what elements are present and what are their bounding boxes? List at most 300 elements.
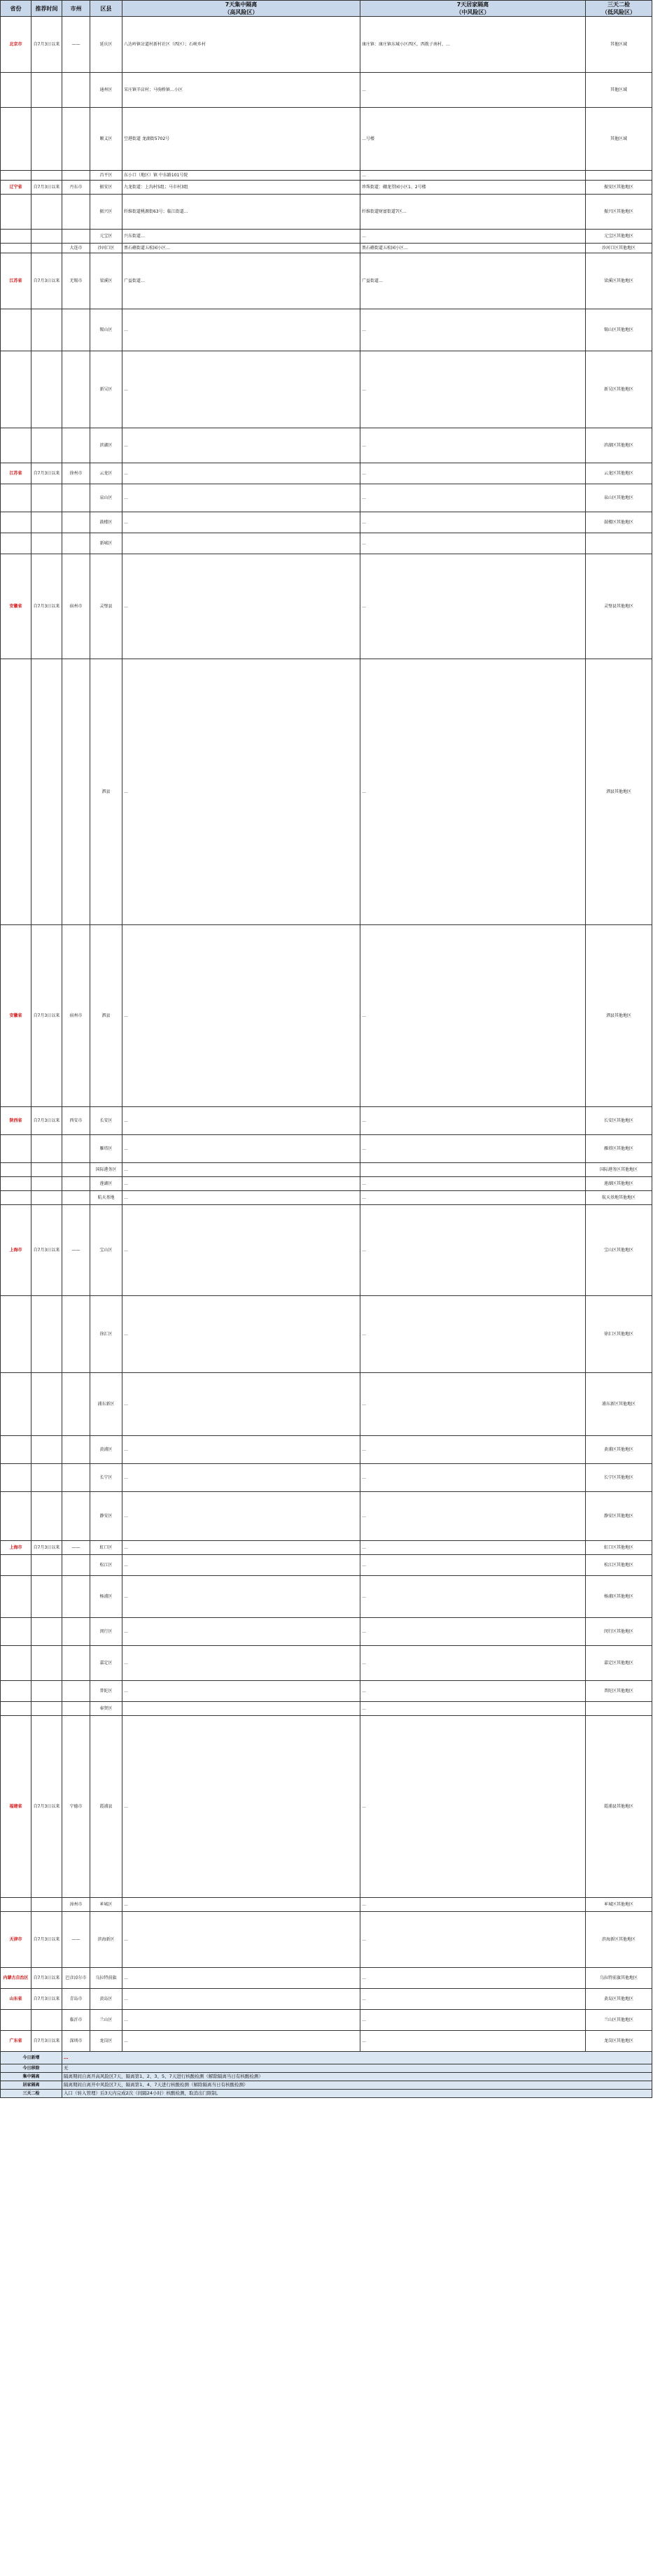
- city-cell: [62, 1177, 90, 1191]
- home-list-cell: …: [360, 533, 586, 554]
- district-cell: 雁塔区: [90, 1135, 122, 1163]
- footer-home-text: 隔离期间自离开中风险区7天，隔离第1、4、7天进行核酸检测（解除隔离当日有核酸检测）: [62, 2081, 652, 2090]
- header-three-days-title: 三天二检: [608, 1, 630, 8]
- table-row: [1, 1702, 652, 1716]
- city-cell: [62, 1191, 90, 1205]
- district-cell: 宝山区: [90, 1205, 122, 1296]
- district-cell: 云龙区: [90, 463, 122, 484]
- centralized-list-cell: …: [122, 1898, 360, 1912]
- province-cell: 广东省: [1, 2031, 31, 2052]
- district-cell: 兰山区: [90, 2010, 122, 2031]
- province-cell: 江苏省: [1, 253, 31, 309]
- low-risk-cell: 嘉定区其他地区: [586, 1646, 652, 1681]
- centralized-list-cell: …: [122, 1296, 360, 1373]
- city-cell: [62, 1135, 90, 1163]
- low-risk-cell: 黄岛区其他地区: [586, 1989, 652, 2010]
- centralized-list-cell: 黑石礁街道五松园小区…: [122, 244, 360, 253]
- home-list-cell: …: [360, 230, 586, 244]
- table-row: [1, 1618, 652, 1646]
- centralized-list-cell: …: [122, 1541, 360, 1555]
- centralized-list-cell: 纤维街道桃源街63号；临江街道…: [122, 195, 360, 230]
- province-cell: 内蒙古自治区: [1, 1968, 31, 1989]
- header-centralized-sub: （高风险区）: [224, 9, 258, 15]
- time-cell: [31, 244, 62, 253]
- district-cell: 振兴区: [90, 195, 122, 230]
- city-cell: [62, 1436, 90, 1464]
- table-row: [1, 181, 652, 195]
- table-row: [1, 1373, 652, 1436]
- province-cell: [1, 1373, 31, 1436]
- centralized-list-cell: [122, 1702, 360, 1716]
- time-cell: [31, 1618, 62, 1646]
- time-cell: [31, 659, 62, 925]
- centralized-list-cell: …: [122, 554, 360, 659]
- province-cell: 安徽省: [1, 925, 31, 1107]
- centralized-list-cell: …: [122, 1191, 360, 1205]
- province-cell: [1, 73, 31, 108]
- table-row: [1, 1898, 652, 1912]
- time-cell: [31, 1163, 62, 1177]
- city-cell: 大连市: [62, 244, 90, 253]
- district-cell: 莲湖区: [90, 1177, 122, 1191]
- city-cell: [62, 512, 90, 533]
- city-cell: [62, 230, 90, 244]
- footer-row-home: [1, 2081, 652, 2090]
- low-risk-cell: 新吴区其他地区: [586, 351, 652, 428]
- city-cell: ——: [62, 1541, 90, 1555]
- time-cell: 自7月3日以来: [31, 925, 62, 1107]
- low-risk-cell: 黄浦区其他地区: [586, 1436, 652, 1464]
- footer-row-centralized: [1, 2073, 652, 2081]
- home-list-cell: …: [360, 1702, 586, 1716]
- home-list-cell: …: [360, 2031, 586, 2052]
- home-list-cell: …: [360, 351, 586, 428]
- header-home-title: 7天居家隔离: [456, 1, 489, 8]
- low-risk-cell: 霞浦县其他地区: [586, 1716, 652, 1898]
- table-row: [1, 171, 652, 181]
- province-cell: 山东省: [1, 1989, 31, 2010]
- province-cell: [1, 309, 31, 351]
- time-cell: 自7月3日以来: [31, 181, 62, 195]
- province-cell: [1, 1646, 31, 1681]
- centralized-list-cell: …: [122, 1464, 360, 1492]
- district-cell: 徐汇区: [90, 1296, 122, 1373]
- home-list-cell: …: [360, 1898, 586, 1912]
- time-cell: 自7月3日以来: [31, 17, 62, 73]
- home-list-cell: …: [360, 2010, 586, 2031]
- home-list-cell: …: [360, 1576, 586, 1618]
- header-time: 推荐时间: [31, 1, 62, 17]
- province-cell: [1, 1177, 31, 1191]
- home-list-cell: …: [360, 1541, 586, 1555]
- centralized-list-cell: …: [122, 1135, 360, 1163]
- time-cell: [31, 1681, 62, 1702]
- table-row: [1, 73, 652, 108]
- city-cell: 丹东市: [62, 181, 90, 195]
- district-cell: 顺义区: [90, 108, 122, 171]
- centralized-list-cell: …: [122, 428, 360, 463]
- city-cell: [62, 428, 90, 463]
- home-list-cell: …: [360, 1177, 586, 1191]
- city-cell: 宁德市: [62, 1716, 90, 1898]
- district-cell: 新城区: [90, 533, 122, 554]
- province-cell: [1, 195, 31, 230]
- province-cell: 北京市: [1, 17, 31, 73]
- low-risk-cell: 龙岗区其他地区: [586, 2031, 652, 2052]
- city-cell: [62, 1646, 90, 1681]
- table-row: [1, 244, 652, 253]
- time-cell: 自7月3日以来: [31, 1541, 62, 1555]
- low-risk-cell: 航天基地其他地区: [586, 1191, 652, 1205]
- province-cell: [1, 1464, 31, 1492]
- low-risk-cell: 浦东新区其他地区: [586, 1373, 652, 1436]
- home-list-cell: …: [360, 512, 586, 533]
- district-cell: 奉贤区: [90, 1702, 122, 1716]
- table-row: [1, 1177, 652, 1191]
- province-cell: [1, 533, 31, 554]
- centralized-list-cell: …: [122, 1177, 360, 1191]
- centralized-list-cell: 宋庄镇辛店村；马驹桥镇…小区: [122, 73, 360, 108]
- province-cell: [1, 428, 31, 463]
- low-risk-cell: 梁溪区其他地区: [586, 253, 652, 309]
- time-cell: 自7月3日以来: [31, 1912, 62, 1968]
- centralized-list-cell: …: [122, 1576, 360, 1618]
- centralized-list-cell: …: [122, 309, 360, 351]
- table-row: [1, 1541, 652, 1555]
- city-cell: [62, 1464, 90, 1492]
- city-cell: 西安市: [62, 1107, 90, 1135]
- low-risk-cell: 其他区域: [586, 73, 652, 108]
- city-cell: 临沂市: [62, 2010, 90, 2031]
- time-cell: [31, 1646, 62, 1681]
- table-body: [1, 17, 652, 2052]
- district-cell: 国际港务区: [90, 1163, 122, 1177]
- district-cell: 静安区: [90, 1492, 122, 1541]
- low-risk-cell: 松江区其他地区: [586, 1555, 652, 1576]
- province-cell: [1, 351, 31, 428]
- province-cell: [1, 1681, 31, 1702]
- table-row: [1, 253, 652, 309]
- centralized-list-cell: 九龙街道：上沟村5组；马市村3组: [122, 181, 360, 195]
- home-list-cell: 广益街道…: [360, 253, 586, 309]
- time-cell: [31, 428, 62, 463]
- district-cell: 泉山区: [90, 484, 122, 512]
- low-risk-cell: 闵行区其他地区: [586, 1618, 652, 1646]
- centralized-list-cell: …: [122, 1968, 360, 1989]
- province-cell: [1, 1296, 31, 1373]
- district-cell: 虹口区: [90, 1541, 122, 1555]
- district-cell: 松江区: [90, 1555, 122, 1576]
- province-cell: [1, 1576, 31, 1618]
- district-cell: 灵璧县: [90, 554, 122, 659]
- footer-home-label: 居家隔离: [1, 2081, 62, 2090]
- low-risk-cell: [586, 533, 652, 554]
- district-cell: 梁溪区: [90, 253, 122, 309]
- footer-row-today: [1, 2052, 652, 2064]
- time-cell: [31, 484, 62, 512]
- province-cell: [1, 171, 31, 181]
- province-cell: [1, 1436, 31, 1464]
- low-risk-cell: 泗县其他地区: [586, 925, 652, 1107]
- low-risk-cell: 杨浦区其他地区: [586, 1576, 652, 1618]
- table-row: [1, 230, 652, 244]
- city-cell: 徐州市: [62, 463, 90, 484]
- header-district: 区县: [90, 1, 122, 17]
- home-list-cell: …: [360, 1716, 586, 1898]
- district-cell: 普陀区: [90, 1681, 122, 1702]
- province-cell: [1, 1618, 31, 1646]
- table-row: [1, 428, 652, 463]
- district-cell: 滨海新区: [90, 1912, 122, 1968]
- home-list-cell: 黑石礁街道五松园小区…: [360, 244, 586, 253]
- home-list-cell: …: [360, 1646, 586, 1681]
- low-risk-cell: 虹口区其他地区: [586, 1541, 652, 1555]
- table-row: [1, 925, 652, 1107]
- footer-row-three-days: [1, 2090, 652, 2098]
- city-cell: ——: [62, 1912, 90, 1968]
- centralized-list-cell: …: [122, 2031, 360, 2052]
- home-list-cell: …: [360, 1492, 586, 1541]
- low-risk-cell: 长安区其他地区: [586, 1107, 652, 1135]
- district-cell: 沙河口区: [90, 244, 122, 253]
- district-cell: 新吴区: [90, 351, 122, 428]
- province-cell: [1, 1702, 31, 1716]
- city-cell: [62, 1681, 90, 1702]
- home-list-cell: …: [360, 1989, 586, 2010]
- table-row: [1, 533, 652, 554]
- centralized-list-cell: 八达岭镇岔道村新村社区（西区）；石峡乡村: [122, 17, 360, 73]
- centralized-list-cell: …: [122, 512, 360, 533]
- time-cell: 自7月3日以来: [31, 2031, 62, 2052]
- low-risk-cell: 振兴区其他地区: [586, 195, 652, 230]
- low-risk-cell: 滨海新区其他地区: [586, 1912, 652, 1968]
- centralized-list-cell: …: [122, 925, 360, 1107]
- table-row: [1, 1107, 652, 1135]
- city-cell: [62, 73, 90, 108]
- home-list-cell: …: [360, 925, 586, 1107]
- province-cell: [1, 230, 31, 244]
- home-list-cell: …: [360, 428, 586, 463]
- footer-centralized-text: 隔离期间自离开高风险区7天，隔离第1、2、3、5、7天进行核酸检测（解除隔离当日有核酸检测）: [62, 2073, 652, 2081]
- low-risk-cell: 云龙区其他地区: [586, 463, 652, 484]
- time-cell: [31, 1191, 62, 1205]
- home-list-cell: 纤维街道财富街道7区…: [360, 195, 586, 230]
- centralized-list-cell: …: [122, 351, 360, 428]
- low-risk-cell: 灵璧县其他地区: [586, 554, 652, 659]
- home-list-cell: …: [360, 1464, 586, 1492]
- province-cell: 辽宁省: [1, 181, 31, 195]
- table-row: [1, 1681, 652, 1702]
- time-cell: [31, 1555, 62, 1576]
- city-cell: [62, 108, 90, 171]
- centralized-list-cell: 广益街道…: [122, 253, 360, 309]
- time-cell: [31, 512, 62, 533]
- province-cell: 陕西省: [1, 1107, 31, 1135]
- table-row: [1, 1989, 652, 2010]
- district-cell: 滨湖区: [90, 428, 122, 463]
- footer-today-label: 今日新增: [1, 2052, 62, 2064]
- home-list-cell: 珍珠街道：硼龙望园小区1、2号楼: [360, 181, 586, 195]
- district-cell: 乌拉特前旗: [90, 1968, 122, 1989]
- table-row: [1, 1492, 652, 1541]
- table-row: [1, 1464, 652, 1492]
- centralized-list-cell: …: [122, 463, 360, 484]
- low-risk-cell: 静安区其他地区: [586, 1492, 652, 1541]
- home-list-cell: …: [360, 554, 586, 659]
- table-row: [1, 1163, 652, 1177]
- city-cell: [62, 659, 90, 925]
- centralized-list-cell: …: [122, 1555, 360, 1576]
- table-row: [1, 1646, 652, 1681]
- low-risk-cell: 乌拉特前旗其他地区: [586, 1968, 652, 1989]
- city-cell: [62, 1296, 90, 1373]
- city-cell: [62, 1576, 90, 1618]
- centralized-list-cell: …: [122, 659, 360, 925]
- time-cell: [31, 1296, 62, 1373]
- province-cell: [1, 1191, 31, 1205]
- home-list-cell: …号楼: [360, 108, 586, 171]
- low-risk-cell: 振安区其他地区: [586, 181, 652, 195]
- time-cell: [31, 108, 62, 171]
- table-row: [1, 195, 652, 230]
- home-list-cell: …: [360, 1135, 586, 1163]
- time-cell: [31, 1373, 62, 1436]
- province-cell: [1, 1898, 31, 1912]
- centralized-list-cell: …: [122, 484, 360, 512]
- home-list-cell: …: [360, 1681, 586, 1702]
- centralized-list-cell: 空港街道 龙湖街5702号: [122, 108, 360, 171]
- low-risk-cell: 鼓楼区其他地区: [586, 512, 652, 533]
- province-cell: [1, 484, 31, 512]
- table-row: [1, 309, 652, 351]
- table-row: [1, 484, 652, 512]
- footer-row-removed: [1, 2064, 652, 2073]
- centralized-list-cell: …: [122, 2010, 360, 2031]
- city-cell: 宿州市: [62, 925, 90, 1107]
- centralized-list-cell: …: [122, 1492, 360, 1541]
- footer-centralized-label: 集中隔离: [1, 2073, 62, 2081]
- city-cell: [62, 351, 90, 428]
- city-cell: 宿州市: [62, 554, 90, 659]
- city-cell: [62, 1555, 90, 1576]
- header-centralized-title: 7天集中隔离: [225, 1, 258, 8]
- table-row: [1, 512, 652, 533]
- low-risk-cell: 长宁区其他地区: [586, 1464, 652, 1492]
- home-list-cell: …: [360, 1373, 586, 1436]
- low-risk-cell: 雁塔区其他地区: [586, 1135, 652, 1163]
- time-cell: [31, 2010, 62, 2031]
- centralized-list-cell: …: [122, 1436, 360, 1464]
- low-risk-cell: 国际港务区其他地区: [586, 1163, 652, 1177]
- centralized-list-cell: …: [122, 1912, 360, 1968]
- header-home-7: [360, 1, 586, 17]
- home-list-cell: …: [360, 463, 586, 484]
- province-cell: [1, 108, 31, 171]
- province-cell: [1, 1163, 31, 1177]
- province-cell: 福建省: [1, 1716, 31, 1898]
- district-cell: 锡山区: [90, 309, 122, 351]
- home-list-cell: …: [360, 73, 586, 108]
- table-footer: [1, 2052, 652, 2098]
- table-row: [1, 2010, 652, 2031]
- time-cell: [31, 1177, 62, 1191]
- home-list-cell: …: [360, 1107, 586, 1135]
- centralized-list-cell: 东小口（地区）镇 中东路101号院: [122, 171, 360, 181]
- district-cell: 通州区: [90, 73, 122, 108]
- time-cell: 自7月3日以来: [31, 253, 62, 309]
- header-province: 省份: [1, 1, 31, 17]
- low-risk-cell: 芗城区其他地区: [586, 1898, 652, 1912]
- province-cell: [1, 512, 31, 533]
- time-cell: [31, 73, 62, 108]
- centralized-list-cell: …: [122, 1716, 360, 1898]
- centralized-list-cell: …: [122, 1373, 360, 1436]
- district-cell: 芗城区: [90, 1898, 122, 1912]
- province-cell: [1, 244, 31, 253]
- city-cell: [62, 309, 90, 351]
- city-cell: 无锡市: [62, 253, 90, 309]
- city-cell: [62, 171, 90, 181]
- time-cell: [31, 1702, 62, 1716]
- city-cell: [62, 1618, 90, 1646]
- province-cell: 安徽省: [1, 554, 31, 659]
- table-row: [1, 108, 652, 171]
- city-cell: [62, 533, 90, 554]
- table-row: [1, 1135, 652, 1163]
- city-cell: 深圳市: [62, 2031, 90, 2052]
- home-list-cell: …: [360, 1555, 586, 1576]
- table-row: [1, 554, 652, 659]
- district-cell: 泗县: [90, 925, 122, 1107]
- low-risk-cell: 莲湖区其他地区: [586, 1177, 652, 1191]
- province-cell: [1, 1492, 31, 1541]
- centralized-list-cell: …: [122, 1205, 360, 1296]
- low-risk-cell: 其他区域: [586, 108, 652, 171]
- district-cell: 黄浦区: [90, 1436, 122, 1464]
- low-risk-cell: 泉山区其他地区: [586, 484, 652, 512]
- header-home-sub: （中风险区）: [456, 9, 490, 15]
- time-cell: [31, 1576, 62, 1618]
- time-cell: [31, 195, 62, 230]
- header-city: 市州: [62, 1, 90, 17]
- low-risk-cell: [586, 171, 652, 181]
- time-cell: 自7月3日以来: [31, 554, 62, 659]
- district-cell: 鼓楼区: [90, 512, 122, 533]
- centralized-list-cell: …: [122, 1107, 360, 1135]
- district-cell: 嘉定区: [90, 1646, 122, 1681]
- province-cell: 江苏省: [1, 463, 31, 484]
- time-cell: [31, 171, 62, 181]
- city-cell: [62, 484, 90, 512]
- home-list-cell: [360, 1163, 586, 1177]
- low-risk-cell: 徐汇区其他地区: [586, 1296, 652, 1373]
- centralized-list-cell: …: [122, 1681, 360, 1702]
- centralized-list-cell: [122, 533, 360, 554]
- time-cell: [31, 1436, 62, 1464]
- table-row: [1, 1205, 652, 1296]
- time-cell: [31, 309, 62, 351]
- district-cell: 元宝区: [90, 230, 122, 244]
- low-risk-cell: 锡山区其他地区: [586, 309, 652, 351]
- low-risk-cell: 滨湖区其他地区: [586, 428, 652, 463]
- home-list-cell: …: [360, 1968, 586, 1989]
- district-cell: 昌平区: [90, 171, 122, 181]
- header-three-days-sub: （低风险区）: [602, 9, 636, 15]
- district-cell: 杨浦区: [90, 1576, 122, 1618]
- table-header: [1, 1, 652, 17]
- province-cell: 上海市: [1, 1205, 31, 1296]
- time-cell: 自7月3日以来: [31, 463, 62, 484]
